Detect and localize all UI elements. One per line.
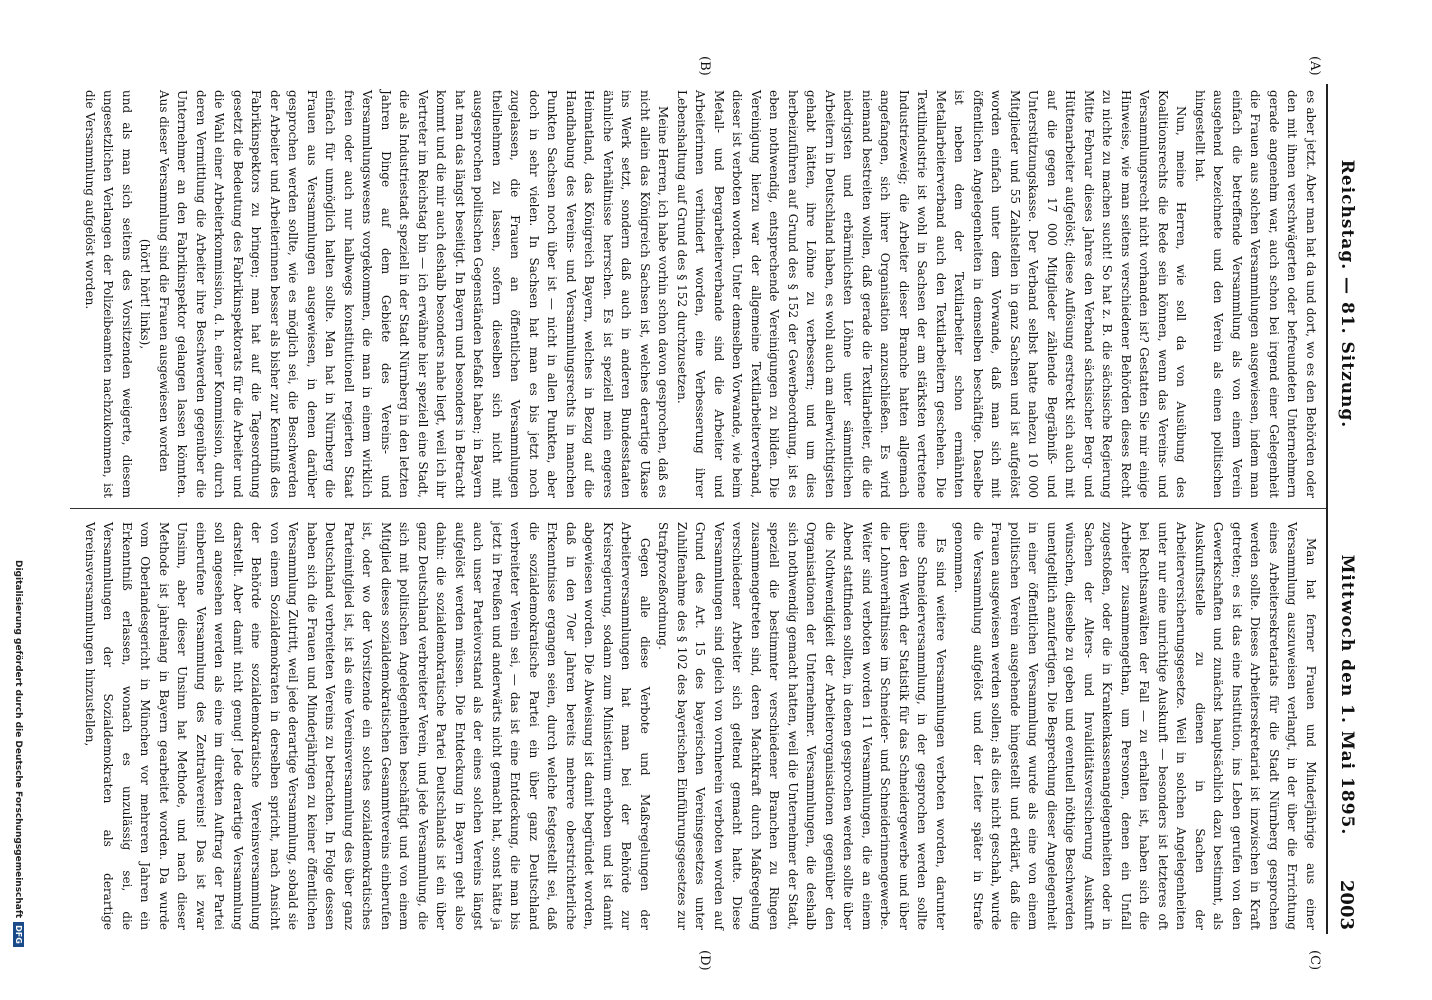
paragraph: Es sind weitere Versammlungen verboten worden, darunter eine Schneiderversammlung, in der gesprochen werden sollte über den Werth der Statistik für das Schneidergewerbe und über die Lohnverhältnisse im Schneider- und Schneiderinnengewerbe. Weiter sind verboten worden 11 Versammlungen, die an einem Abend stattfinden sollten, in denen gesprochen werden sollte über die Nothwendigkeit der Arbeiterorganisationen gegenüber den Organisationen der Unternehmer. Versammlungen, die deshalb sich nothwendig gemacht hatten, weil die Unternehmer der Stadt, speziell die bestimmter verschiedener Branchen zu Ringen zusammengetreten sind, deren Machtkraft durch Maßregelung verschiedener Arbeiter sich geltend gemacht hatte. Diese Versammlungen sind gleich von vornherein verboten worden auf Grund des Art. 15 des bayerischen Vereinsgesetzes unter Zuhilfenahme des § 102 des bayerischen Einführungsgesetzes zur Strafprozeßordnung. bbox=[656, 522, 948, 930]
paragraph: Nun, meine Herren, wie soll da von Ausübung des Koalitionsrechts die Rede sein können, wenn das Vereins- und Versammlungsrecht nicht vorhanden ist? Gestatten Sie mir einige Hinweise, wie man seitens verschiedener Behörden dieses Recht zu nichte zu machen sucht! So hat z. B. die sächsische Regierung Mitte Februar dieses Jahres den Verband sächsischer Berg- und Hüttenarbeiter aufgelöst; diese Auflösung erstreckt sich auch mit auf die gegen 17 000 Mitglieder zählende Begräbniß- und Unterstützungskasse. Der Verband selbst hatte nahezu 10 000 Mitglieder und 55 Zahlstellen in ganz Sachsen und ist aufgelöst worden einfach unter dem Vorwande, daß man sich mit öffentlichen Angelegenheiten in demselben beschäftige. Daselbe ist neben dem der Textilarbeiter schon ermähnten Metallarbeiterverband auch den Textilarbeitern geschehen. Die Textilindustrie ist wohl in Sachsen der am stärksten vertretene Industriezweig; die Arbeiter dieser Branche hatten allgemach angefangen, sich ihrer Organisation anzuschließen. Es wird niemand bestreiten wollen, daß gerade die Textilarbeiter, die die niedrigsten und erbärmlichsten Löhne unter sämmtlichen Arbeitern in Deutschland haben, es wohl auch am allerwichtigsten gehabt hätten, ihre Löhne zu verbessern; und um dies herbeizuführen auf Grund des § 152 der Gewerbeordnung, ist es eben nothwendig, entsprechende Vereinigungen zu bilden. Die Vereinigung hierzu war der allgemeine Textilarbeiterverband, dieser ist verboten worden. Unter demselben Vorwande, wie beim Metall- und Bergarbeiterverbande sind die Arbeiter und Arbeiterinnen verhindert worden, eine Verbesserung ihrer Lebenshaltung auf Grund des § 152 durchzusetzen. bbox=[675, 90, 1189, 498]
paragraph: Man hat ferner Frauen und Minderjährige aus einer Versammlung auszuweisen verlangt, in der über die Errichtung eines Arbeitersekretariats für die Stadt Nürnberg gesprochen werden sollte. Dieses Arbeitersekretariat ist inzwischen in Kraft getreten; es ist das eine Institution, ins Leben gerufen von den Gewerkschaften und zunächst hauptsächlich dazu bestimmt, als Auskunftsstelle zu dienen in Sachen der Arbeiterversicherungsgesetze. Weil in solchen Angelegenheiten unter nur eine unrichtige Auskunft — besonders ist letzteres oft bei Rechtsanwälten der Fall — zu erhalten ist, haben sich die Arbeiter zusammengethan, um Personen, denen ein Unfall zugestoßen, oder die in Krankenkassenangelegenheiten oder in Sachen der Alters- und Invaliditätsversicherung Auskunft wünschen, dieselbe zu geben und eventuell nöthige Beschwerden unentgeltlich anzufertigen. Die Besprechung dieser Angelegenheit in einer öffentlichen Versammlung wurde als eine von einem politischen Verein ausgehende hingestellt und erklärt, daß die Frauen ausgewiesen werden sollen; als dies nicht geschah, wurde die Versammlung aufgelöst und der Leiter später in Strafe genommen. bbox=[952, 522, 1318, 930]
left-column bbox=[81, 90, 1321, 498]
column-divider bbox=[70, 508, 1326, 509]
digitization-credit bbox=[13, 560, 24, 947]
margin-mark-b: (B) bbox=[697, 56, 712, 76]
margin-mark-d: (D) bbox=[697, 950, 712, 971]
header-right-title: Mittwoch den 1. Mai 1895. bbox=[1337, 554, 1357, 836]
paragraph: es aber jetzt. Aber man hat da und dort, wo es den Behörden oder den mit ihnen verschwägerten oder befreundeten Unternehmern gerade angenehm war, auch schon bei irgend einer Gelegenheit die Frauen aus solchen Versammlungen ausgewiesen, indem man einfach die betreffende Versammlung als von einem Verein ausgehend bezeichnete und den Verein als einen politischen hingestellt hat. bbox=[1193, 90, 1318, 498]
header-left-title: Reichstag. — 81. Sitzung. bbox=[1337, 159, 1357, 429]
interjection: (hört! hört! links), bbox=[138, 238, 153, 350]
credit-text: Digitalisierung gefördert durch die Deutsche Forschungsgemeinschaft bbox=[13, 560, 24, 919]
right-column bbox=[81, 522, 1321, 930]
page-header-right bbox=[1330, 510, 1364, 930]
page-number: 2003 bbox=[1336, 879, 1358, 930]
dfg-logo: DFG bbox=[13, 922, 24, 947]
page-header-left bbox=[1330, 84, 1364, 504]
paragraph: und als man sich seitens des Vorsitzenden weigerte, diesem ungesetzlichen Verlangen der Polizeibeamten nachzukommen, ist die Versammlung aufgelöst worden. bbox=[83, 90, 134, 498]
margin-mark-c: (C) bbox=[1307, 950, 1322, 971]
paragraph: Meine Herren, ich habe vorhin schon davon gesprochen, daß es nicht allein das Königreich Sachsen ist, welches derartige Ukase ins Werk setzt, sondern daß auch in anderen Bundesstaaten ähnliche Verhältnisse herrschen. Es ist speziell mein engeres Heimatland, das Königreich Bayern, welches in Bezug auf die Handhabung des Vereins- und Versammlungsrechts in manchen Punkten Sachsen noch über ist — nicht in allen Punkten, aber doch in sehr vielen. In Sachsen hat man es bis jetzt noch zugelassen, die Frauen an öffentlichen Versammlungen theilnehmen zu lassen, sofern dieselben sich nicht mit ausgesprochen politischen Gegenständen befaßt haben; in Bayern hat man das längst beseitigt. In Bayern und besonders in Betracht kommt und die mir auch deshalb besonders nahe liegt, weil ich ihr Vertreter im Reichstag bin — ich erwähne hier speziell eine Stadt, die als Industriestadt speziell in der Stadt Nürnberg in den letzten Jahren Dinge auf dem Gebiete des Vereins- und Versammlungswesens vorgekommen, die man in einem wirklich freien oder auch nur halbwegs konstitutionell regierten Staat einfach für unmöglich halten sollte. Man hat in Nürnberg die Frauen aus Versammlungen ausgewiesen, in denen darüber gesprochen werden sollte, wie es möglich sei, die Beschwerden der Arbeiter und Arbeiterinnen besser als bisher zur Kenntniß des Fabrikinspektors zu bringen; man hat auf die Tagesordnung gesetzt die Bedeutung des Fabrikinspektorats für die Arbeiter und die Wahl einer Arbeiterkommission, d. h. einer Kommission, durch deren Vermittlung die Arbeiter ihre Beschwerden gegenüber die Unternehmer an den Fabrikinspektor gelangen lassen könnten. Aus dieser Versammlung sind die Frauen ausgewiesen worden bbox=[157, 90, 671, 498]
header-rule bbox=[1326, 84, 1328, 934]
paragraph: Gegen alle diese Verbote und Maßregelungen der Arbeiterversammlungen hat man bei der Behörde zur Kreisregierung, sodann zum Ministerium erhoben und ist damit abgewiesen worden. Die Abweisung ist damit begründet worden, daß in den 70er Jahren bereits mehrere oberstrichterliche Erkenntnisse ergangen seien, durch welche festgestellt sei, daß die sozialdemokratische Partei ein über ganz Deutschland verbreiteter Verein sei, — das ist eine Entdeckung, die man bis jetzt in Preußen und anderwärts nicht gemacht hat, sonst hätte ja auch unser Parteivorstand als der eines solchen Vereins längst aufgelöst werden müssen. Die Entdeckung in Bayern geht also dahin: die sozialdemokratische Partei Deutschlands ist ein über ganz Deutschland verbreiteter Verein, und jede Versammlung, die sich mit politischen Angelegenheiten beschäftigt und von einem Mitglied dieses sozialdemokratischen Gesammtvereins einberufen ist, oder wo der Vorsitzende ein solches sozialdemokratisches Parteimitglied ist, ist als eine Vereinsversammlung des über ganz Deutschland verbreiteten Vereins zu betrachten. In Folge dessen haben sich die Frauen und Minderjährigen zu keiner öffentlichen Versammlung Zutritt, weil jede derartige Versammlung, sobald sie von einem Sozialdemokraten in derselben spricht, nach Ansicht der Behörde eine sozialdemokratische Vereinsversammlung darstellt. Aber damit nicht genug! Jede derartige Versammlung soll angesehen werden als eine im direkten Auftrag der Partei einberufene Versammlung des Zentralvereins! Das ist zwar Unsinn, aber dieser Unsinn hat Methode, und nach dieser Methode ist jahrelang in Bayern gearbeitet worden. Da wurde vom Oberlandesgericht in München vor mehreren Jahren ein Erkenntniß erlassen, wonach es unzulässig sei, die Versammlungen der Sozialdemokraten als derartige Vereinsversammlungen hinzustellen, bbox=[83, 522, 652, 930]
margin-mark-a: (A) bbox=[1307, 56, 1322, 76]
